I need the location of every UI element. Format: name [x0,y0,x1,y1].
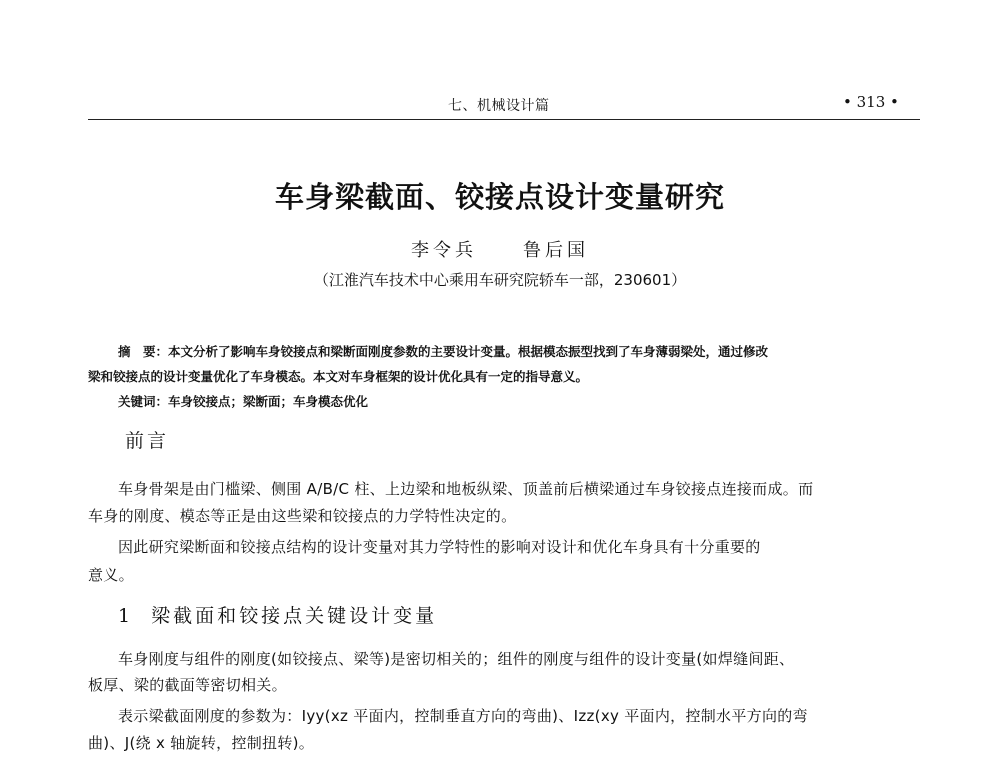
paragraph-line: 车身刚度与组件的刚度(如铰接点、梁等)是密切相关的；组件的刚度与组件的设计变量(如焊缝间距、 [118,650,795,668]
author-name: 鲁后国 [523,240,589,261]
abstract-line [118,342,768,360]
paragraph-line: 板厚、梁的截面等密切相关。 [88,676,287,694]
section-heading-preface: 前言 [125,430,170,452]
paragraph-line: 曲)、J(绕 x 轴旋转，控制扭转)。 [88,734,315,752]
abstract-label: 摘 要： [118,344,169,359]
paragraph-line: 表示梁截面刚度的参数为：Iyy(xz 平面内，控制垂直方向的弯曲)、Izz(xy 平面内，控制水平方向的弯 [118,707,808,725]
keywords-text: 车身铰接点；梁断面；车身模态优化 [168,394,369,409]
page-number: • 313 • [843,93,899,111]
paper-title: 车身梁截面、铰接点设计变量研究 [274,180,725,214]
paragraph-line: 车身骨架是由门槛梁、侧围 A/B/C 柱、上边梁和地板纵梁、顶盖前后横梁通过车身铰接点连接而成。而 [118,480,814,498]
affiliation: （江淮汽车技术中心乘用车研究院轿车一部，230601） [313,271,687,289]
author-list [0,236,1000,262]
header-rule [88,119,920,120]
section-heading-1 [118,601,437,628]
running-header-section: 七、机械设计篇 [448,98,550,114]
paragraph-line: 因此研究梁断面和铰接点结构的设计变量对其力学特性的影响对设计和优化车身具有十分重要的 [118,538,761,556]
keywords-line [118,392,368,410]
author-name: 李令兵 [411,240,477,261]
section-heading-text: 梁截面和铰接点关键设计变量 [151,605,438,627]
abstract-text: 本文分析了影响车身铰接点和梁断面刚度参数的主要设计变量。根据模态振型找到了车身薄弱梁处，通过修改 [168,344,769,359]
abstract-line: 梁和铰接点的设计变量优化了车身模态。本文对车身框架的设计优化具有一定的指导意义。 [88,369,589,384]
keywords-label: 关键词： [118,394,169,409]
paragraph-line: 意义。 [88,566,134,584]
paragraph-line: 车身的刚度、模态等正是由这些梁和铰接点的力学特性决定的。 [88,507,517,525]
section-number: 1 [118,605,134,627]
